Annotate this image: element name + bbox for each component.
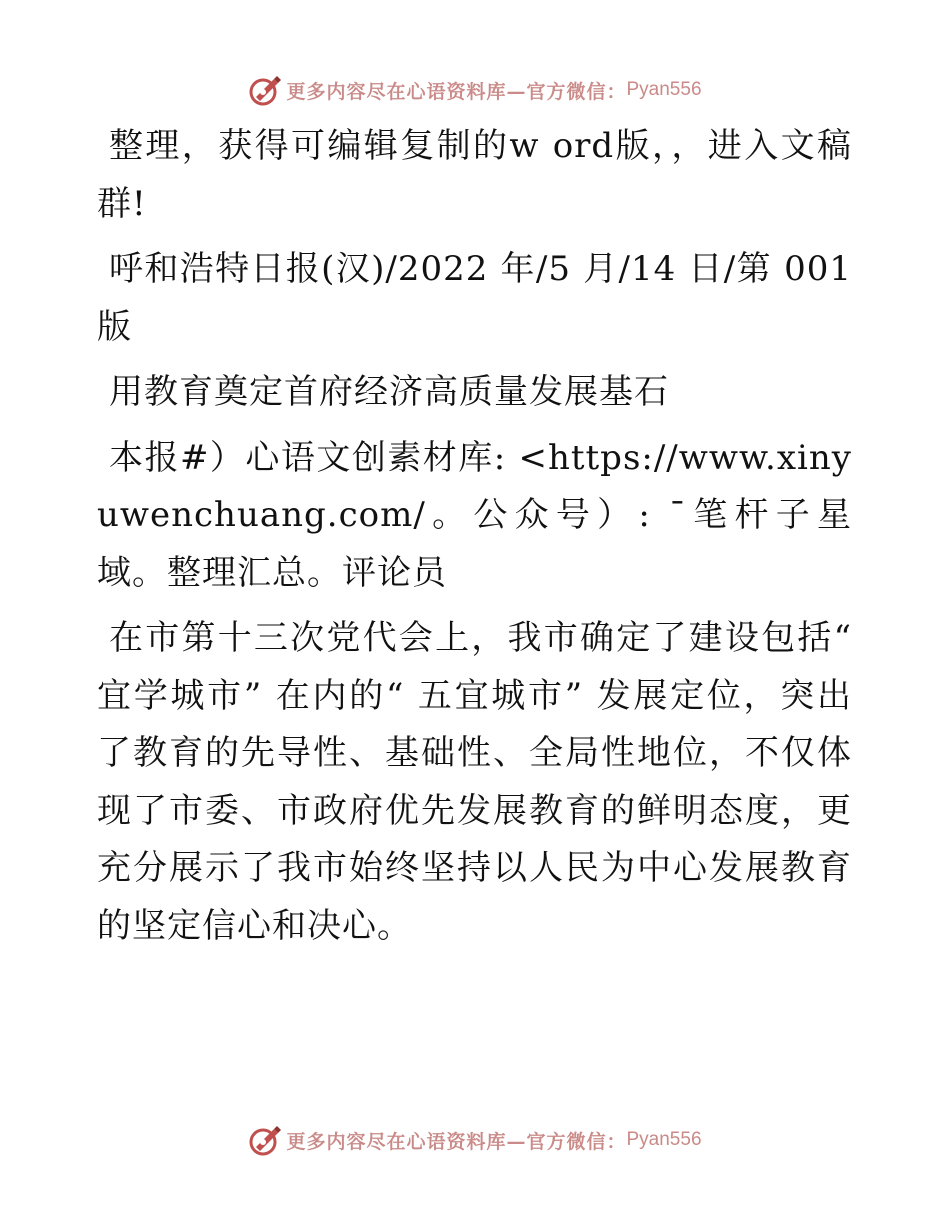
document-body <box>97 118 852 963</box>
banner-text: 更多内容尽在心语资料库—官方微信： <box>286 1130 627 1153</box>
article-title: 用教育奠定首府经济高质量发展基石 <box>109 372 669 412</box>
paragraph-source: 呼和浩特日报(汉)/2022 年/5 月/14 日/第 001 版 <box>97 249 852 347</box>
pen-logo-icon <box>248 1123 282 1157</box>
footer-banner <box>0 1120 950 1160</box>
pen-logo-icon <box>248 73 282 107</box>
banner-contact: Pyan556 <box>626 1129 702 1150</box>
banner-contact: Pyan556 <box>626 79 702 100</box>
banner-text: 更多内容尽在心语资料库—官方微信： <box>286 80 627 103</box>
header-banner <box>0 70 950 110</box>
paragraph-intro: 整理，获得可编辑复制的w ord版，，进入文稿群! <box>97 126 852 224</box>
paragraph-body: 在市第十三次党代会上，我市确定了建设包括“ 宜学城市” 在内的“ 五宜城市” 发展定位，突出了教育的先导性、基础性、全局性地位，不仅体现了市委、市政府优先发展教育的鲜明态度，更充分展示了我市始终坚持以人民为中心发展教育的坚定信心和决心。 <box>97 618 852 946</box>
paragraph-byline: 本报#）心语文创素材库: <https://www.xinyuwenchuang.com/。公众号）: ¯笔杆子星域。整理汇总。评论员 <box>97 437 852 593</box>
